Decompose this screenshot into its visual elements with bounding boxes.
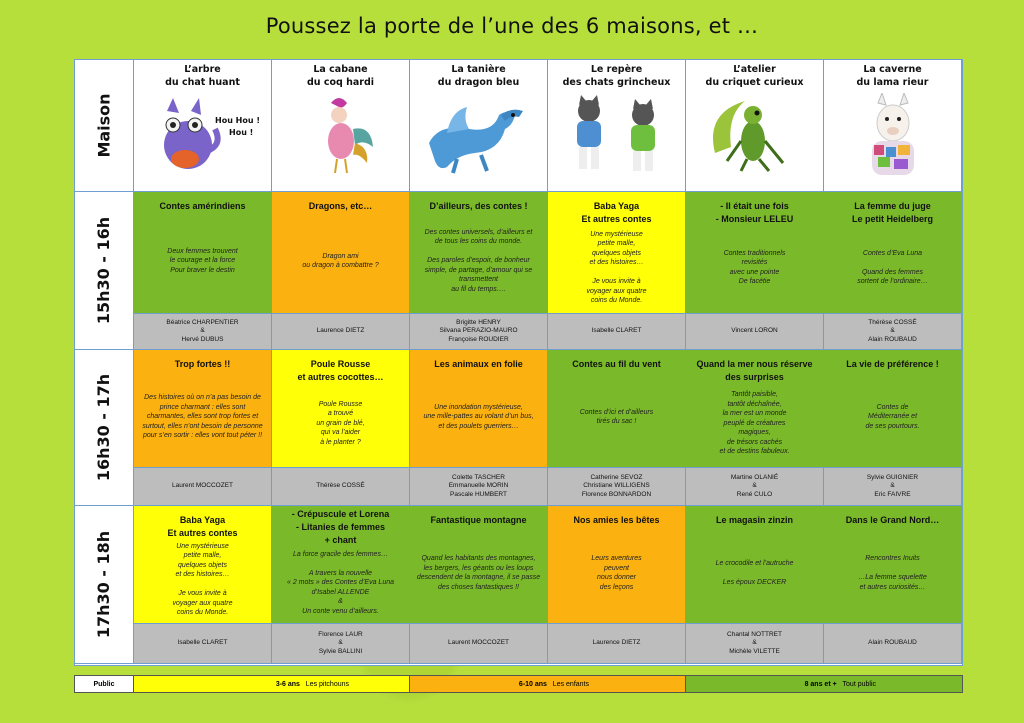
storyteller-names: Laurent MOCCOZET [134,468,272,506]
activity-cell: - Il était une fois - Monsieur LELEU Contes traditionnels revisités avec une pointe De facétie [686,192,824,314]
house-cats [548,60,686,192]
owl-cat-icon [143,93,263,173]
activity-cell: - Crépuscule et Lorena - Litanies de femmes + chant La force gracile des femmes… A travers la nouvelle « 2 mots » des Contes d’Eva Luna d’Isabel ALLENDE & Un conte venu d’ailleurs. [272,506,410,624]
activity-cell: Baba Yaga Et autres contes Une mystérieuse petite malle, quelques objets et des histoires… Je vous invite à voyager aux quatre coins du Monde. [134,506,272,624]
activity-cell: La femme du juge Le petit Heidelberg Contes d’Eva Luna Quand des femmes sortent de l’ordinaire… [824,192,962,314]
dragon-icon [417,93,541,178]
house-name-line1: La cabane [313,64,368,75]
house-name-line1: La caverne [863,64,922,75]
activity-cell: Poule Rousse et autres cocottes… Poule Rousse a trouvé un grain de blé, qui va l’aider à le planter ? [272,350,410,468]
storyteller-names: Laurence DIETZ [548,624,686,664]
row-label-slot-1: 15h30 - 16h [75,192,134,350]
schedule-grid [74,59,963,666]
house-name-line1: Le repère [590,64,643,75]
activity-cell: Fantastique montagne Quand les habitants des montagnes, les bergers, les géants ou les loups descendent de la montagne, il se passe des choses fantastiques !! [410,506,548,624]
storyteller-names: Alain ROUBAUD [824,624,962,664]
storyteller-names: Catherine SEVOZ Christiane WILLIGENS Florence BONNARDON [548,468,686,506]
activity-cell: Trop fortes !! Des histoires où on n’a pas besoin de prince charmant : elles sont charmantes, elles sont trop fortes et surtout, elles n’ont besoin de personne pour s’en sortir : elles vont tout péter !! [134,350,272,468]
svg-text:Hou !: Hou ! [228,128,253,137]
storyteller-names: Brigitte HENRY Silvana PERAZIO-MAURO Françoise ROUDIER [410,314,548,350]
rooster-icon [301,93,381,178]
house-cricket [686,60,824,192]
svg-text:Hou Hou !: Hou Hou ! [214,116,260,125]
house-name-line2: des chats grincheux [562,77,671,88]
house-name-line1: La tanière [451,64,506,75]
house-llama [824,60,962,192]
storyteller-names: Béatrice CHARPENTIER & Hervé DUBUS [134,314,272,350]
legend-label: Public [75,676,134,692]
activity-cell: Les animaux en folie Une inondation mystérieuse, une mille-pattes au volant d’un bus, et des poulets guerriers… [410,350,548,468]
storyteller-names: Isabelle CLARET [134,624,272,664]
storyteller-names: Laurence DIETZ [272,314,410,350]
house-dragon [410,60,548,192]
activity-cell: Contes amérindiens Deux femmes trouvent le courage et la force Pour braver le destin [134,192,272,314]
activity-cell: Baba Yaga Et autres contes Une mystérieuse petite malle, quelques objets et des histoires… Je vous invite à voyager aux quatre coins du Monde. [548,192,686,314]
legend-item-8-plus: 8 ans et + Tout public [686,676,962,692]
house-name-line2: du lama rieur [856,77,929,88]
house-name-line2: du chat huant [165,77,240,88]
llama-icon [838,93,948,178]
house-name-line2: du criquet curieux [705,77,804,88]
house-owl [134,60,272,192]
activity-cell: Quand la mer nous réserve des surprises Tantôt paisible, tantôt déchaînée, la mer est un monde peuplé de créatures magiques, de trésors cachés et de destins fabuleux. [686,350,824,468]
storyteller-names: Chantal NOTTRET & Michèle VILETTE [686,624,824,664]
storyteller-names: Thérèse COSSÉ & Alain ROUBAUD [824,314,962,350]
storyteller-names: Vincent LORON [686,314,824,350]
house-name-line2: du coq hardi [306,77,375,88]
row-label-slot-2: 16h30 - 17h [75,350,134,506]
storyteller-names: Sylvie GUIGNIER & Eric FAIVRE [824,468,962,506]
house-name-line1: L’arbre [184,64,221,75]
storyteller-names: Florence LAUR & Sylvie BALLINI [272,624,410,664]
grumpy-cats-icon [557,93,677,178]
house-rooster [272,60,410,192]
activity-cell: Nos amies les bêtes Leurs aventures peuvent nous donner des leçons [548,506,686,624]
activity-cell: Le magasin zinzin Le crocodile et l’autruche Les époux DECKER [686,506,824,624]
storyteller-names: Thérèse COSSÉ [272,468,410,506]
activity-cell: Dragons, etc… Dragon ami ou dragon à combattre ? [272,192,410,314]
house-name-line1: L’atelier [733,64,776,75]
legend-item-3-6: 3-6 ans Les pitchouns [134,676,410,692]
storyteller-names: Laurent MOCCOZET [410,624,548,664]
house-name-line2: du dragon bleu [437,77,520,88]
activity-cell: La vie de préférence ! Contes de Méditerranée et de ses pourtours. [824,350,962,468]
storyteller-names: Colette TASCHER Emmanuelle MORIN Pascale HUMBERT [410,468,548,506]
row-label-maison: Maison [75,60,134,192]
page-title: Poussez la porte de l’une des 6 maisons, et … [265,14,759,38]
row-label-slot-3: 17h30 - 18h [75,506,134,664]
activity-cell: D’ailleurs, des contes ! Des contes universels, d’ailleurs et de tous les coins du monde. Des paroles d’espoir, de bonheur simple, de partage, d’amour qui se transmettent au fil du temps…. [410,192,548,314]
legend-item-6-10: 6-10 ans Les enfants [410,676,686,692]
activity-cell: Dans le Grand Nord… Rencontres Inuits …La femme squelette et autres curiosités… [824,506,962,624]
cricket-icon [695,93,815,178]
activity-cell: Contes au fil du vent Contes d’ici et d’ailleurs tirés du sac ! [548,350,686,468]
audience-legend [74,675,963,693]
storyteller-names: Isabelle CLARET [548,314,686,350]
storyteller-names: Martine OLANIÉ & René CULO [686,468,824,506]
